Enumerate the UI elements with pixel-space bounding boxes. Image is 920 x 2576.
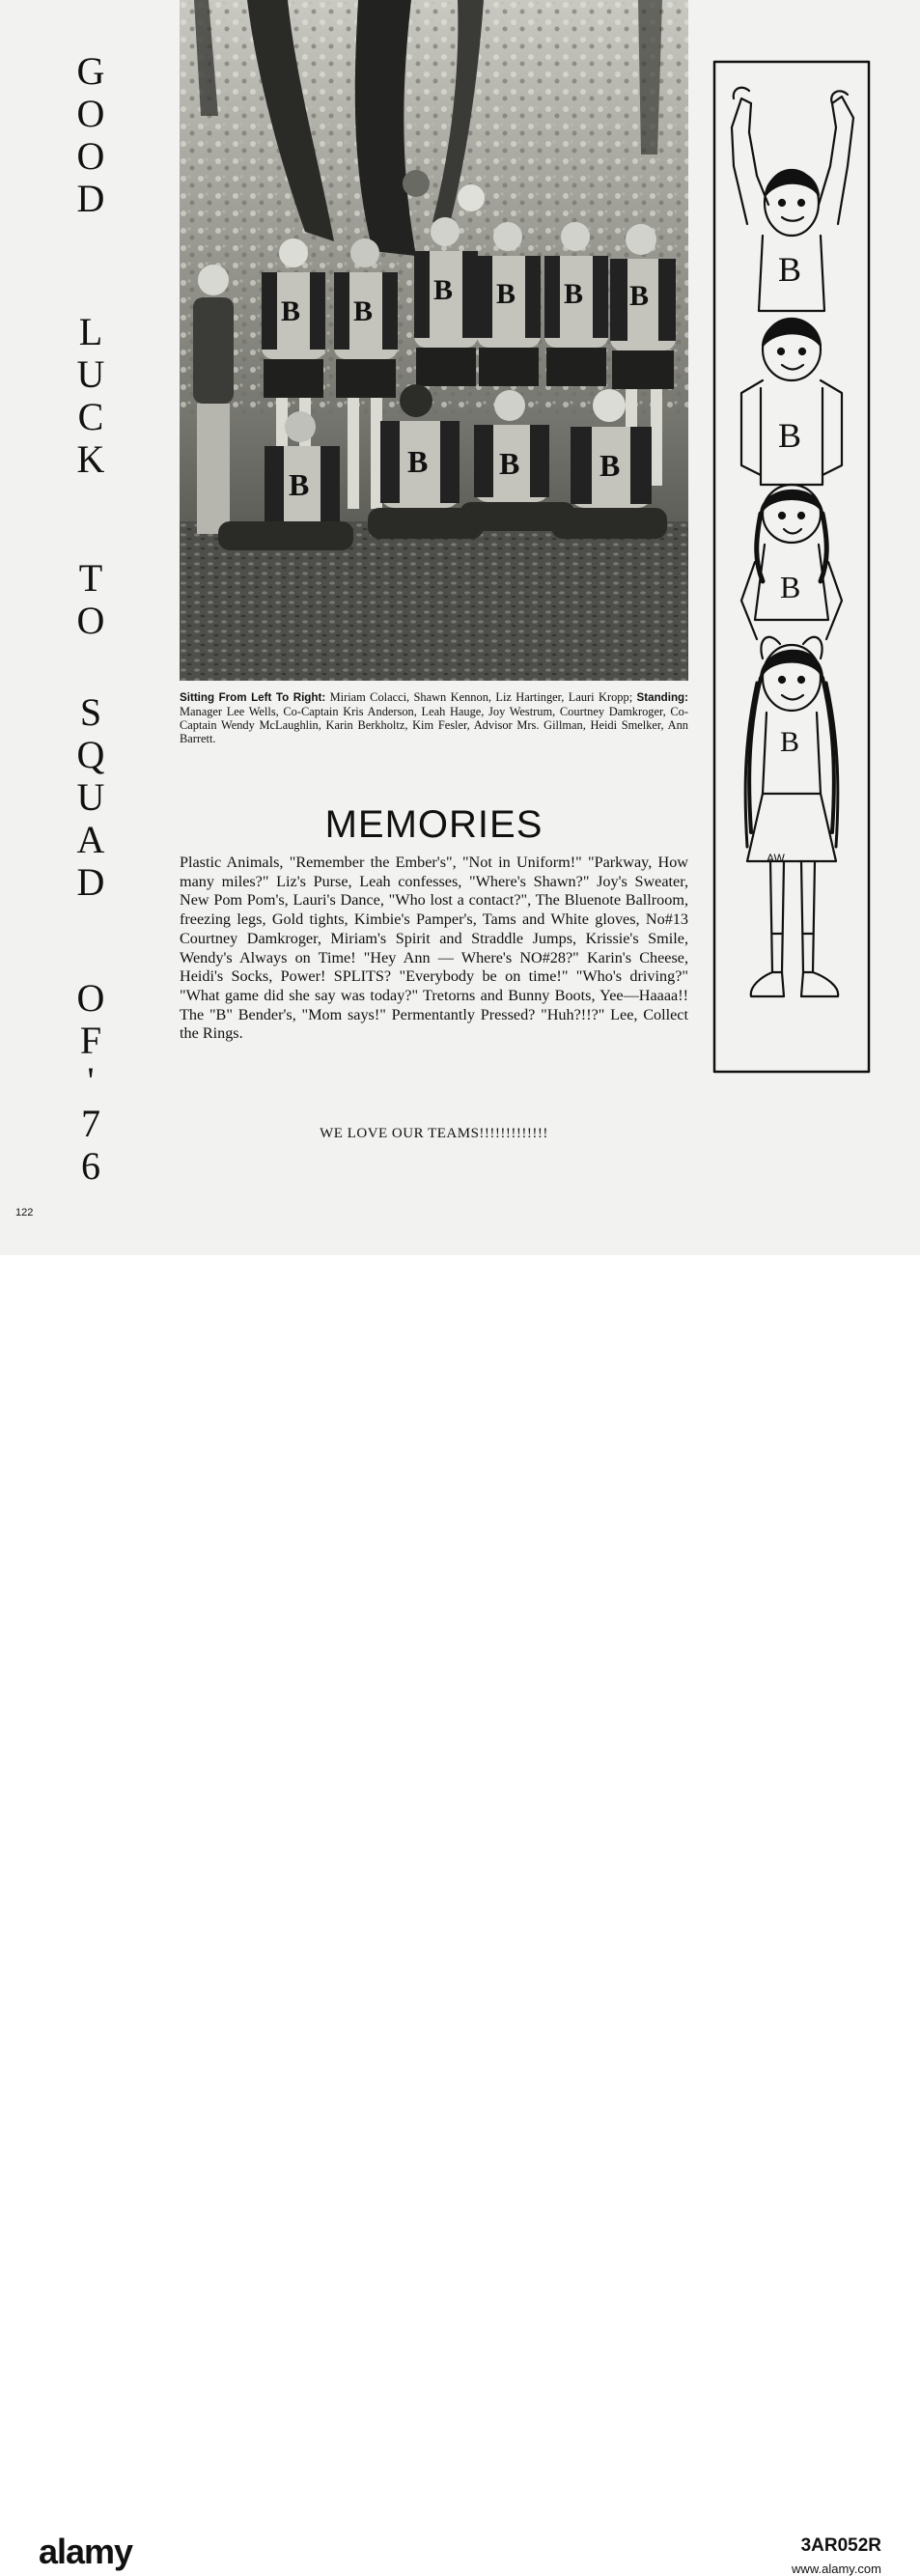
sweater-letter: B [629, 280, 650, 312]
sweater-letter: B [564, 278, 584, 310]
title-letter: O [76, 976, 107, 1020]
title-letter: G [76, 49, 107, 93]
title-word-76 [39, 1060, 145, 1188]
caption-sitting-label: Sitting From Left To Right: [180, 691, 326, 704]
title-letter: S [79, 690, 104, 734]
title-letter: O [76, 599, 107, 642]
title-letter: C [77, 395, 106, 438]
title-letter: ' [87, 1059, 97, 1103]
cheerleader-pyramid-illustration [712, 60, 871, 1074]
title-letter: D [76, 860, 107, 904]
title-letter: T [78, 556, 105, 600]
title-letter: 7 [81, 1102, 102, 1145]
sweater-letter: B [289, 467, 310, 502]
caption-standing-label: Standing: [636, 691, 688, 704]
title-letter: O [76, 134, 107, 178]
yearbook-page [0, 0, 920, 1255]
sweater-letter: B [353, 295, 374, 327]
drawing-letter-2: B [778, 416, 802, 455]
sweater-letter: B [433, 274, 454, 306]
closing-line: WE LOVE OUR TEAMS!!!!!!!!!!!!! [320, 1126, 548, 1141]
watermark-bar [0, 1255, 920, 2576]
sweater-letter: B [407, 444, 429, 479]
title-letter: U [76, 775, 107, 819]
sweater-letter: B [499, 446, 520, 481]
memories-heading: MEMORIES [324, 803, 544, 846]
title-letter: 6 [81, 1144, 102, 1188]
drawing-letter-4: B [780, 726, 800, 758]
team-photo [180, 0, 688, 681]
caption-sitting-names: Miriam Colacci, Shawn Kennon, Liz Hartinger, Lauri Kropp; [325, 690, 637, 704]
title-word-of [39, 977, 145, 1062]
sweater-letter: B [599, 448, 621, 483]
title-word-good [39, 50, 145, 220]
photo-caption [180, 690, 688, 745]
page-number: 122 [15, 1207, 34, 1218]
title-letter: O [76, 92, 107, 135]
title-letter: Q [76, 733, 107, 776]
drawing-initials: AW [767, 852, 785, 865]
title-letter: A [76, 818, 107, 861]
title-letter: L [78, 310, 105, 353]
sweater-letter: B [496, 278, 516, 310]
title-letter: F [79, 1019, 104, 1062]
title-letter: K [76, 437, 107, 481]
title-word-luck [39, 311, 145, 481]
image-id: 3AR052R [800, 2535, 881, 2556]
title-word-squad [39, 691, 145, 904]
title-letter: U [76, 352, 107, 396]
alamy-logo: alamy [39, 2532, 133, 2571]
memories-body: Plastic Animals, "Remember the Ember's", "Not in Uniform!" "Parkway, How many miles?" Liz's Purse, Leah confesses, "Where's Shawn?" Joy's Sweater, New Pom Pom's, Lauri's Dance, "Who lost a contact?", The Bluenote Ballroom, freezing legs, Gold tights, Kimbie's Pamper's, Tams and White gloves, No#13 Courtney Damkroger, Miriam's Spirit and Straddle Jumps, Krissie's Smile, Wendy's Always on Time! "Hey Ann — Where's NO#28?" Karin's Cheese, Heidi's Socks, Power! SPLITS? "Everybody be on time!" "Who's driving?" "What game did she say was today?" Tretorns and Bunny Boots, Yee—Haaaa!! The "B" Bender's, "Mom says!" Permentantly Pressed? "Huh?!!?" Lee, Collect the Rings. [180, 854, 688, 1043]
caption-standing-names: Manager Lee Wells, Co-Captain Kris Anderson, Leah Hauge, Joy Westrum, Courtney Damkroger, Co-Captain Wendy McLaughlin, Karin Berkholtz, Kim Fesler, Advisor Mrs. Gillman, Heidi Smelker, Ann Barrett. [180, 705, 688, 745]
sweater-letter: B [281, 295, 301, 327]
drawing-letter-1: B [778, 250, 802, 289]
site-url: www.alamy.com [792, 2562, 881, 2576]
title-letter: D [76, 177, 107, 220]
drawing-letter-3: B [780, 570, 801, 604]
team-photo-drawing [180, 0, 688, 681]
title-word-to [39, 557, 145, 642]
